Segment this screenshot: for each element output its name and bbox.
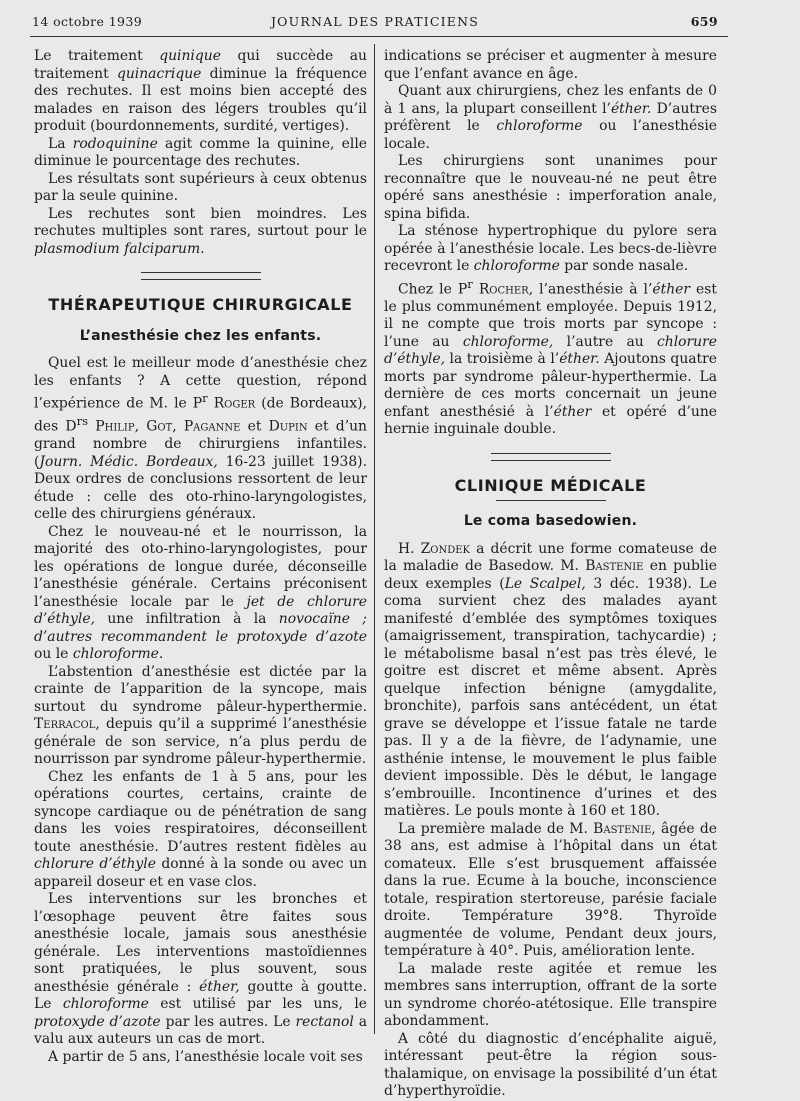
page-number: 659 — [690, 14, 718, 29]
paragraph: Les résultats sont supérieurs à ceux obtenus par la seule quinine. — [34, 170, 367, 204]
paragraph: Quel est le meilleur mode d’anesthésie chez les enfants ? A cette question, répond l’expérience de M. le $P^r$ Roger (de Bordeaux), des $D^{rs}$ Philip, Got, Paganne et Dupin et d’un grand nombre de chirurgiens infantiles. (Journ. Médic. Bordeaux, 16-23 juillet 1938). Deux ordres de conclusions ressortent de leur étude : celle des oto-rhino-laryngologistes, celle des chirurgiens généraux. — [34, 355, 368, 523]
journal-title: JOURNAL DES PRATICIENS — [270, 14, 480, 29]
section-heading: THÉRAPEUTIQUE CHIRURGICALE — [48, 295, 353, 314]
subsection-heading: Le coma basedowien. — [463, 513, 638, 530]
paragraph: indications se préciser et augmenter à mesure que l’enfant avance en âge. — [384, 48, 717, 82]
paragraph: Les rechutes sont bien moindres. Les rechutes multiples sont rares, surtout pour le plasmodium falciparum. — [34, 205, 367, 257]
paragraph: Chez le nouveau-né et le nourrisson, la majorité des oto-rhino-laryngologistes, pour les opérations de longue durée, déconseille l’anesthésie générale. Certains préconisent l’anesthésie locale par le jet de chlorure d’éthyle, une infiltration à la novocaïne ; d’autres recommandent le protoxyde d’azote ou le chloroforme. — [34, 523, 367, 663]
paragraph: Chez le $P^r$ Rocher, l’anesthésie à l’éther est le plus communément employée. Depuis 1912, il ne compte que trois morts par syncope : l’une au chloroforme, l’autre au chlorure d’éthyle, la troisième à l’éther. Ajoutons quatre morts par syndrome pâleur-hyperthermie. La dernière de ces morts concernait un jeune enfant anesthésié à l’éther et opéré d’une hernie inguinale double. — [384, 276, 717, 438]
heading-underline — [496, 500, 606, 501]
header-rule — [30, 36, 728, 37]
section-heading: CLINIQUE MÉDICALE — [454, 475, 647, 495]
paragraph: La malade reste agitée et remue les membres sans interruption, offrant de la sorte un syndrome choréo-atétosique. Elle transpire abondamment. — [384, 960, 717, 1030]
running-head — [32, 14, 718, 34]
paragraph: L’abstention d’anesthésie est dictée par la crainte de l’apparition de la syncope, mais surtout du syndrome pâleur-hyperthermie. Terracol, depuis qu’il a supprimé l’anesthésie générale de son service, n’a plus perdu de nourrisson par syndrome pâleur-hyperthermie. — [34, 663, 367, 768]
paragraph: H. Zondek a décrit une forme comateuse de la maladie de Basedow. M. Bastenie en publie deux exemples (Le Scalpel, 3 déc. 1938). Le coma survient chez des malades ayant manifesté d’emblée des symptômes toxiques (amaigrissement, transpiration, tachycardie) ; le métabolisme basal n’est pas très élevé, le goitre est discret et même absent. Après quelque infection bénigne (amygdalite, bronchite), parfois sans antécédent, un état grave se développe et l’issue fatale ne tarde pas. Il y a de la fièvre, de l’adynamie, une asthénie intense, le mouvement le plus faible devient impossible. Dès le début, le langage s’embrouille. Incontinence d’urines et des matières. Le pouls monte à 160 et 180. — [384, 540, 717, 820]
paragraph: A partir de 5 ans, l’anesthésie locale voit ses — [48, 1048, 363, 1065]
paragraph: La première malade de M. Bastenie, âgée de 38 ans, est admise à l’hôpital dans un état comateux. Elle s’est brusquement affaissée dans la rue. Ecume à la bouche, inconscience totale, respiration stertoreuse, parésie faciale droite. Température 39°8. Thyroïde augmentée de volume, Pendant deux jours, température à 40°. Puis, amélioration lente. — [384, 820, 717, 960]
section-separator — [491, 453, 611, 461]
left-column — [34, 48, 367, 1066]
paragraph: Les interventions sur les bronches et l’œsophage peuvent être faites sous anesthésie locale, jamais sous anesthésie générale. Les interventions mastoïdiennes sont pratiquées, le plus souvent, sous anesthésie générale : éther, goutte à goutte. Le chloroforme est utilisé par les uns, le protoxyde d’azote par les autres. Le rectanol a valu aux auteurs un cas de mort. — [34, 891, 368, 1048]
paragraph: Chez les enfants de 1 à 5 ans, pour les opérations courtes, certains, crainte de syncope cardiaque ou de pénétration de sang dans les voies respiratoires, déconseillent toute anesthésie. D’autres restent fidèles au chlorure d’éthyle donné à la sonde ou avec un appareil doseur et en vase clos. — [34, 768, 367, 890]
paragraph: Quant aux chirurgiens, chez les enfants de 0 à 1 ans, la plupart conseillent l’éther. D’autres préfèrent le chloroforme ou l’anesthésie locale. — [384, 83, 717, 152]
paragraph: Le traitement quinique qui succède au traitement quinacrique diminue la fréquence des rechutes. Il est moins bien accepté des malades en raison des légers troubles qu’il produit (bourdonnements, surdité, vertiges). — [34, 48, 367, 134]
section-separator — [141, 272, 261, 280]
paragraph: Les chirurgiens sont unanimes pour reconnaître que le nouveau-né ne peut être opéré sans anesthésie : imperforation anale, spina bifida. — [384, 153, 717, 222]
paragraph: La sténose hypertrophique du pylore sera opérée à l’anesthésie locale. Les becs-de-lièvre recevront le chloroforme par sonde nasale. — [384, 223, 717, 274]
column-divider — [374, 44, 375, 1034]
paragraph: La rodoquinine agit comme la quinine, elle diminue le pourcentage des rechutes. — [34, 135, 367, 169]
issue-date: 14 octobre 1939 — [32, 14, 143, 29]
right-column — [384, 48, 717, 1101]
paragraph: A côté du diagnostic d’encéphalite aiguë, intéressant peut-être la région sous-thalamique, on envisage la possibilité d’un état d’hyperthyroïdie. — [384, 1030, 717, 1100]
subsection-heading: L’anesthésie chez les enfants. — [79, 327, 322, 344]
